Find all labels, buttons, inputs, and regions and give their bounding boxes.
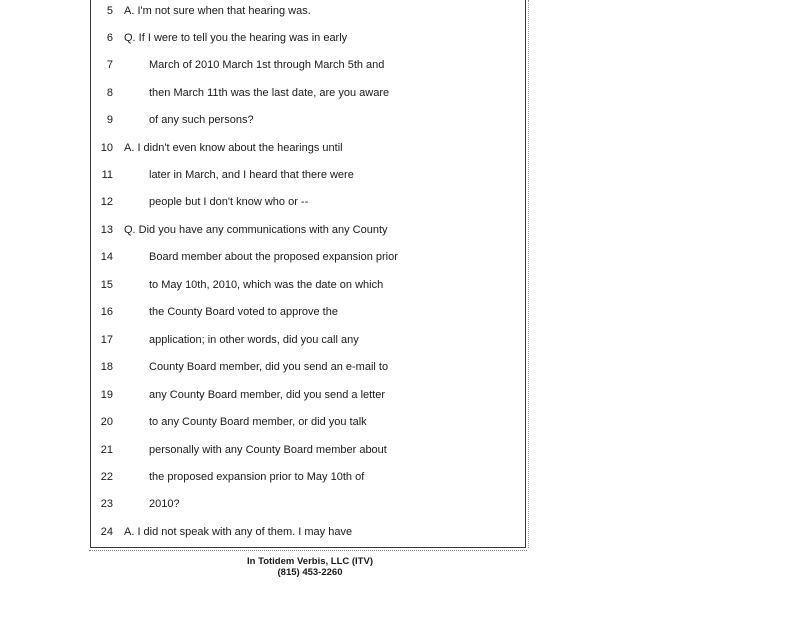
transcript-line (91, 467, 527, 487)
transcript-line (91, 522, 527, 542)
line-text: 2010? (149, 498, 180, 510)
line-number: 8 (106, 87, 113, 99)
line-number: 13 (100, 224, 113, 236)
line-text: A. I didn't even know about the hearings until (124, 142, 343, 154)
line-text: later in March, and I heard that there were (149, 169, 354, 181)
line-text: March of 2010 March 1st through March 5th and (149, 59, 385, 71)
footer-phone: (815) 453-2260 (277, 567, 343, 578)
line-text: County Board member, did you send an e-mail to (149, 361, 389, 373)
page-footer (200, 556, 420, 578)
line-number: 16 (100, 306, 113, 318)
transcript-page (90, 0, 526, 548)
line-number: 23 (100, 498, 113, 510)
line-text: personally with any County Board member about (149, 444, 387, 456)
transcript-line (91, 357, 527, 377)
transcript-line (91, 28, 527, 48)
line-number: 18 (100, 361, 113, 373)
line-text: Board member about the proposed expansion prior (149, 251, 398, 263)
line-number: 15 (100, 279, 113, 291)
line-text: people but I don't know who or -- (149, 196, 309, 208)
line-text: application; in other words, did you call any (149, 334, 359, 346)
line-number: 14 (100, 251, 113, 263)
transcript-line (91, 385, 527, 405)
line-text: A. I did not speak with any of them. I may have (124, 526, 353, 538)
line-number: 19 (100, 389, 113, 401)
transcript-line (91, 494, 527, 514)
transcript-line (91, 138, 527, 158)
line-number: 12 (100, 196, 113, 208)
line-number: 9 (106, 114, 113, 126)
transcript-line (91, 275, 527, 295)
line-number: 6 (106, 32, 113, 44)
line-text: the proposed expansion prior to May 10th of (149, 471, 365, 483)
transcript-line (91, 330, 527, 350)
line-text: of any such persons? (149, 114, 254, 126)
line-text: Q. Did you have any communications with any County (124, 224, 388, 236)
line-number: 22 (100, 471, 113, 483)
transcript-line (91, 412, 527, 432)
line-text: to any County Board member, or did you talk (149, 416, 367, 428)
line-number: 17 (100, 334, 113, 346)
line-text: the County Board voted to approve the (149, 306, 338, 318)
line-number: 7 (106, 59, 113, 71)
transcript-line (91, 302, 527, 322)
transcript-line (91, 1, 527, 21)
line-text: to May 10th, 2010, which was the date on which (149, 279, 384, 291)
line-number: 21 (100, 444, 113, 456)
transcript-line (91, 192, 527, 212)
line-text: then March 11th was the last date, are you aware (149, 87, 390, 99)
transcript-line (91, 165, 527, 185)
line-number: 24 (100, 526, 113, 538)
line-number: 10 (100, 142, 113, 154)
transcript-line (91, 440, 527, 460)
transcript-line (91, 110, 527, 130)
line-number: 20 (100, 416, 113, 428)
line-number: 11 (101, 169, 113, 181)
line-text: A. I'm not sure when that hearing was. (124, 5, 311, 17)
footer-company: In Totidem Verbis, LLC (ITV) (247, 556, 373, 567)
transcript-line (91, 55, 527, 75)
line-number: 5 (106, 5, 113, 17)
transcript-line (91, 83, 527, 103)
line-text: any County Board member, did you send a letter (149, 389, 386, 401)
transcript-lines (91, 0, 527, 548)
transcript-line (91, 247, 527, 267)
line-text: Q. If I were to tell you the hearing was in early (124, 32, 348, 44)
scan-edge-divider (528, 0, 530, 548)
transcript-line (91, 220, 527, 240)
